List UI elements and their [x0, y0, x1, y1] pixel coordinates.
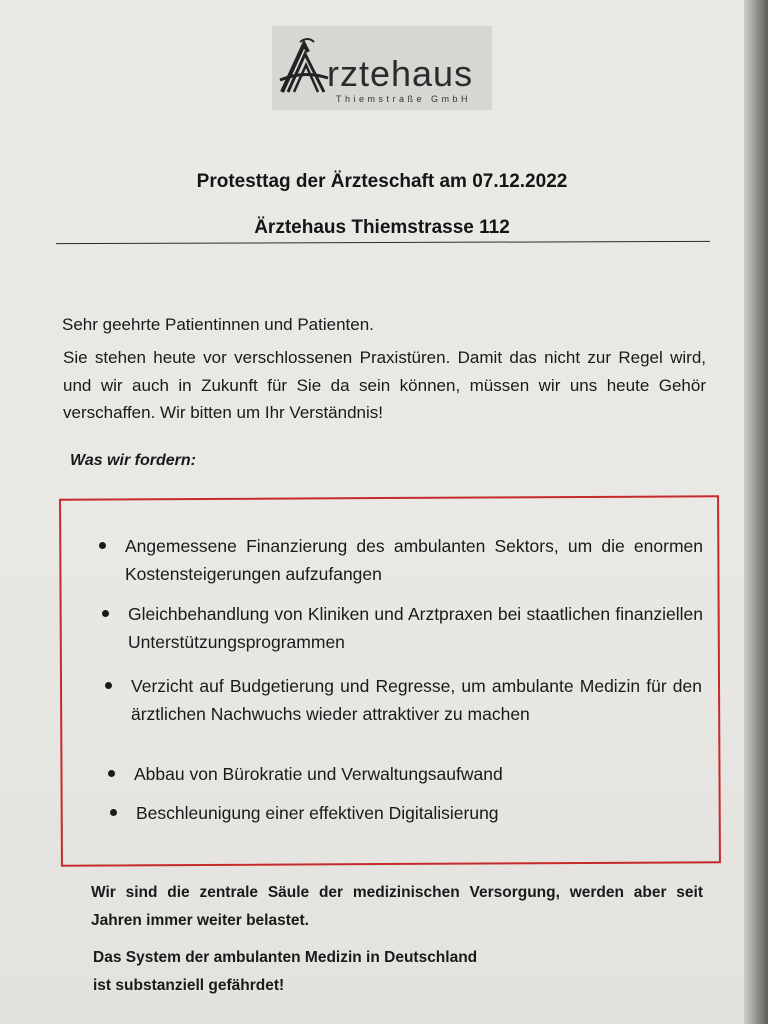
logo-triangle-icon [278, 34, 330, 96]
list-item-text: Verzicht auf Budgetierung und Regresse, um ambulante Medizin für den ärztlichen Nachwuchs wieder attraktiver zu machen [131, 676, 702, 724]
list-item-text: Abbau von Bürokratie und Verwaltungsaufwand [134, 764, 503, 784]
bullet-icon [108, 770, 115, 777]
page-subtitle: Ärztehaus Thiemstrasse 112 [254, 217, 510, 238]
logo-name: rztehaus [327, 53, 474, 94]
list-item-text: Gleichbehandlung von Kliniken und Arztpraxen bei staatlichen finanziellen Unterstützungsprogrammen [128, 604, 703, 652]
list-item [134, 760, 699, 788]
bullet-icon [105, 682, 112, 689]
list-item-text: Angemessene Finanzierung des ambulanten Sektors, um die enormen Kostensteigerungen aufzufangen [125, 536, 703, 584]
list-item [131, 672, 702, 728]
list-item [136, 799, 701, 827]
list-item [128, 600, 703, 656]
bullet-icon [99, 542, 106, 549]
closing-statement: Wir sind die zentrale Säule der medizinischen Versorgung, werden aber seit Jahren immer weiter belastet. [91, 884, 703, 929]
page-title: Protesttag der Ärzteschaft am 07.12.2022 [196, 171, 568, 192]
salutation: Sehr geehrte Patientinnen und Patienten. [62, 315, 374, 334]
closing-warning [93, 944, 705, 1000]
list-item-text: Beschleunigung einer effektiven Digitalisierung [136, 803, 499, 823]
wall-edge [744, 0, 768, 1024]
header-divider [56, 241, 710, 244]
closing-warning-line: Das System der ambulanten Medizin in Deutschland [93, 949, 478, 966]
bullet-icon [102, 610, 109, 617]
body-paragraph: Sie stehen heute vor verschlossenen Praxistüren. Damit das nicht zur Regel wird, und wir auch in Zukunft für Sie da sein können, müssen wir uns heute Gehör verschaffen. Wir bitten um Ihr Verständnis! [63, 348, 706, 422]
closing-warning-line: ist substanziell gefährdet! [93, 977, 285, 994]
list-item [125, 532, 703, 588]
logo [272, 26, 492, 110]
bullet-icon [110, 809, 117, 816]
logo-subtitle: Thiemstraße GmbH [336, 94, 472, 104]
demands-heading: Was wir fordern: [70, 452, 196, 469]
